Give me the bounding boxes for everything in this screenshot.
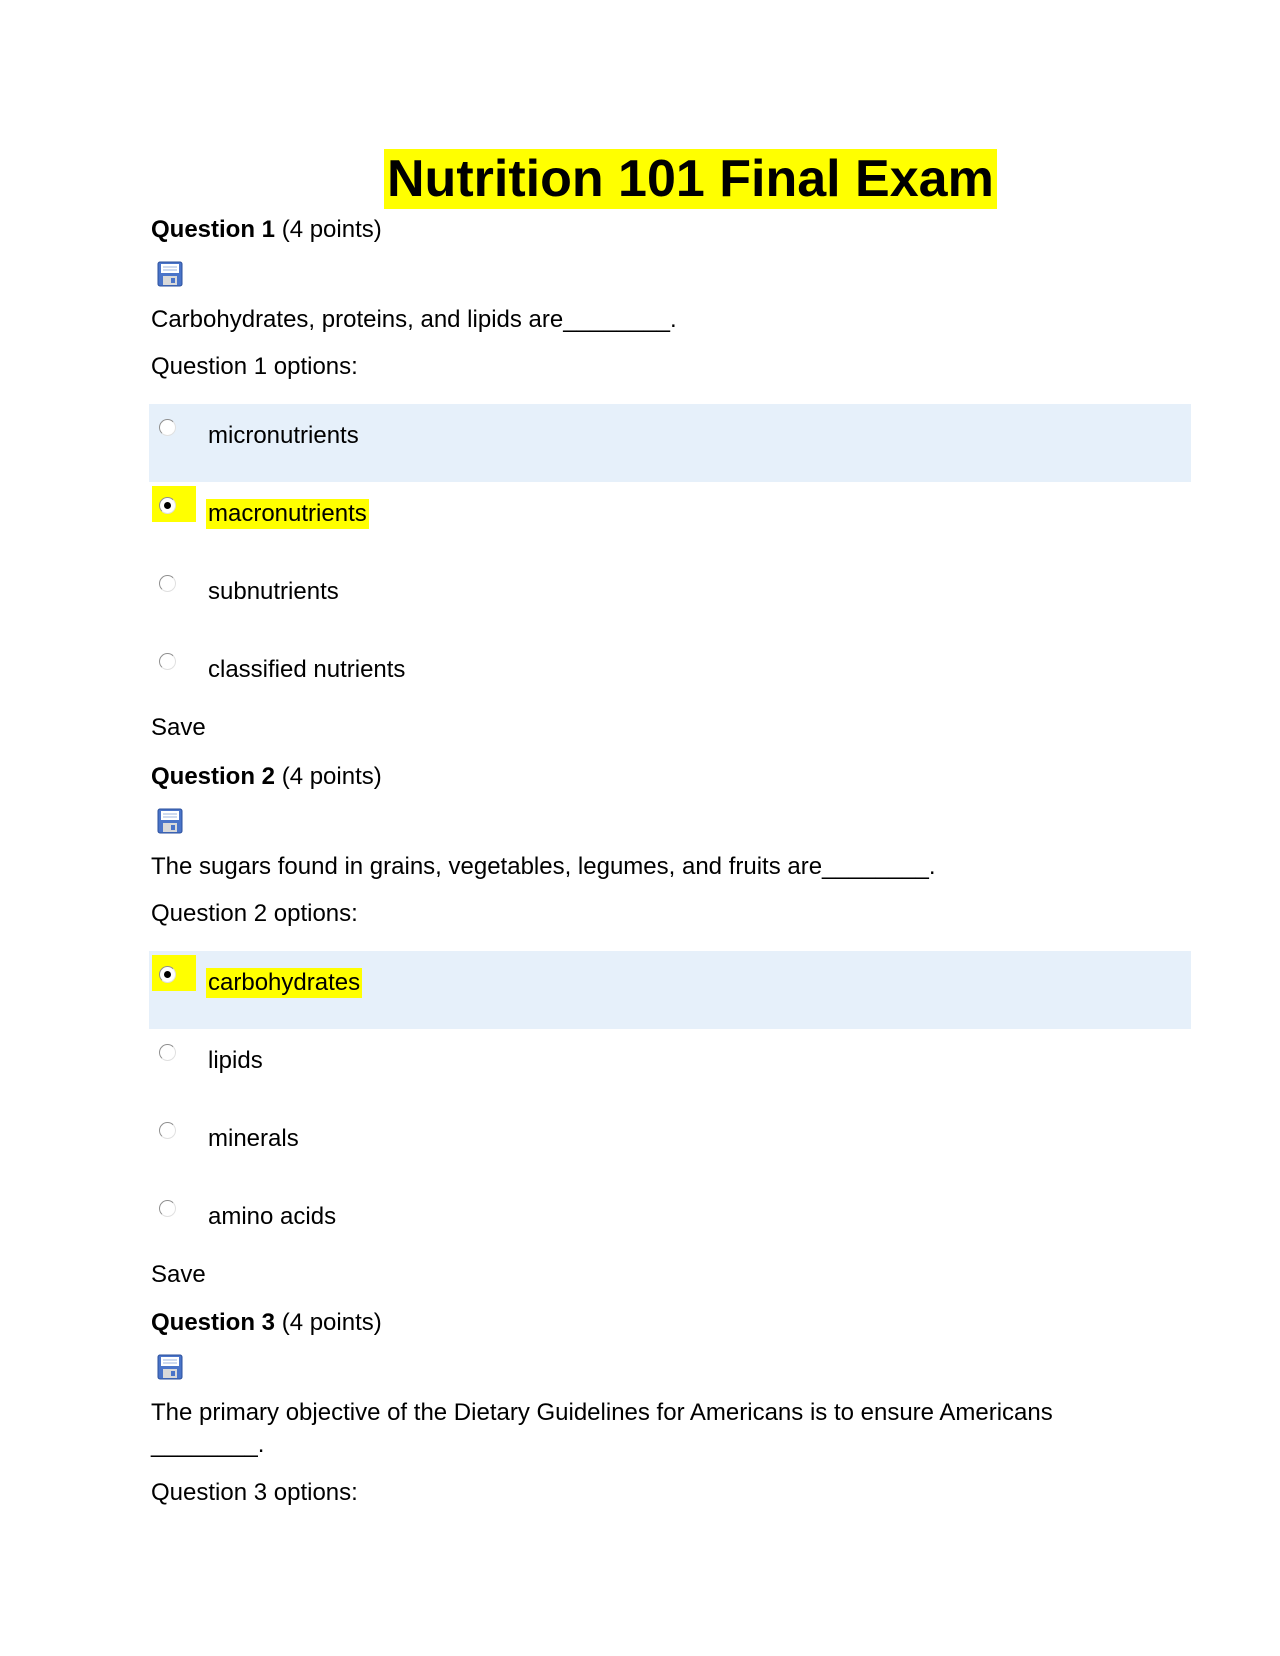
option-label: carbohydrates <box>208 969 361 996</box>
radio-wrap <box>152 1111 196 1147</box>
option-label: macronutrients <box>208 500 367 527</box>
radio-button-selected[interactable] <box>159 966 176 983</box>
radio-wrap <box>152 408 196 444</box>
radio-button-selected[interactable] <box>159 497 176 514</box>
save-icon[interactable] <box>157 261 183 287</box>
option-label: subnutrients <box>208 578 339 605</box>
radio-button[interactable] <box>159 653 176 670</box>
option-label: classified nutrients <box>208 656 406 683</box>
page-title: Nutrition 101 Final Exam <box>384 149 997 209</box>
option-amino-acids[interactable] <box>149 1185 1191 1263</box>
question-header <box>151 761 1191 793</box>
options-list <box>149 951 1191 1263</box>
question-3 <box>151 1307 1191 1506</box>
question-points: (4 points) <box>281 1309 382 1336</box>
option-label: lipids <box>208 1047 263 1074</box>
radio-wrap <box>152 1189 196 1225</box>
question-text: The primary objective of the Dietary Guidelines for Americans is to ensure Americans ________. <box>151 1399 1053 1458</box>
radio-button[interactable] <box>159 1122 176 1139</box>
radio-wrap <box>152 955 196 991</box>
option-label: amino acids <box>208 1203 337 1230</box>
option-carbohydrates[interactable] <box>149 951 1191 1029</box>
radio-wrap <box>152 486 196 522</box>
save-button[interactable]: Save <box>151 1261 206 1288</box>
radio-button[interactable] <box>159 1044 176 1061</box>
option-macronutrients[interactable] <box>149 482 1191 560</box>
option-lipids[interactable] <box>149 1029 1191 1107</box>
question-header <box>151 214 1191 246</box>
question-options-label: Question 3 options: <box>151 1479 358 1506</box>
question-1 <box>151 214 1191 741</box>
radio-wrap <box>152 642 196 678</box>
radio-wrap <box>152 1033 196 1069</box>
radio-button[interactable] <box>159 1200 176 1217</box>
option-subnutrients[interactable] <box>149 560 1191 638</box>
question-options-label: Question 2 options: <box>151 900 358 927</box>
option-micronutrients[interactable] <box>149 404 1191 482</box>
option-classified-nutrients[interactable] <box>149 638 1191 716</box>
option-minerals[interactable] <box>149 1107 1191 1185</box>
question-text: Carbohydrates, proteins, and lipids are________. <box>151 306 677 333</box>
radio-wrap <box>152 564 196 600</box>
question-text: The sugars found in grains, vegetables, legumes, and fruits are________. <box>151 853 936 880</box>
option-label: minerals <box>208 1125 299 1152</box>
question-header <box>151 1307 1191 1339</box>
options-list <box>149 404 1191 716</box>
radio-button[interactable] <box>159 419 176 436</box>
save-icon[interactable] <box>157 1354 183 1380</box>
save-button[interactable]: Save <box>151 714 206 741</box>
radio-button[interactable] <box>159 575 176 592</box>
question-number: Question 3 <box>151 1309 276 1336</box>
question-number: Question 1 <box>151 216 276 243</box>
question-options-label: Question 1 options: <box>151 353 358 380</box>
question-number: Question 2 <box>151 763 276 790</box>
save-icon[interactable] <box>157 808 183 834</box>
question-points: (4 points) <box>281 763 382 790</box>
question-2 <box>151 761 1191 1288</box>
question-points: (4 points) <box>281 216 382 243</box>
option-label: micronutrients <box>208 422 359 449</box>
